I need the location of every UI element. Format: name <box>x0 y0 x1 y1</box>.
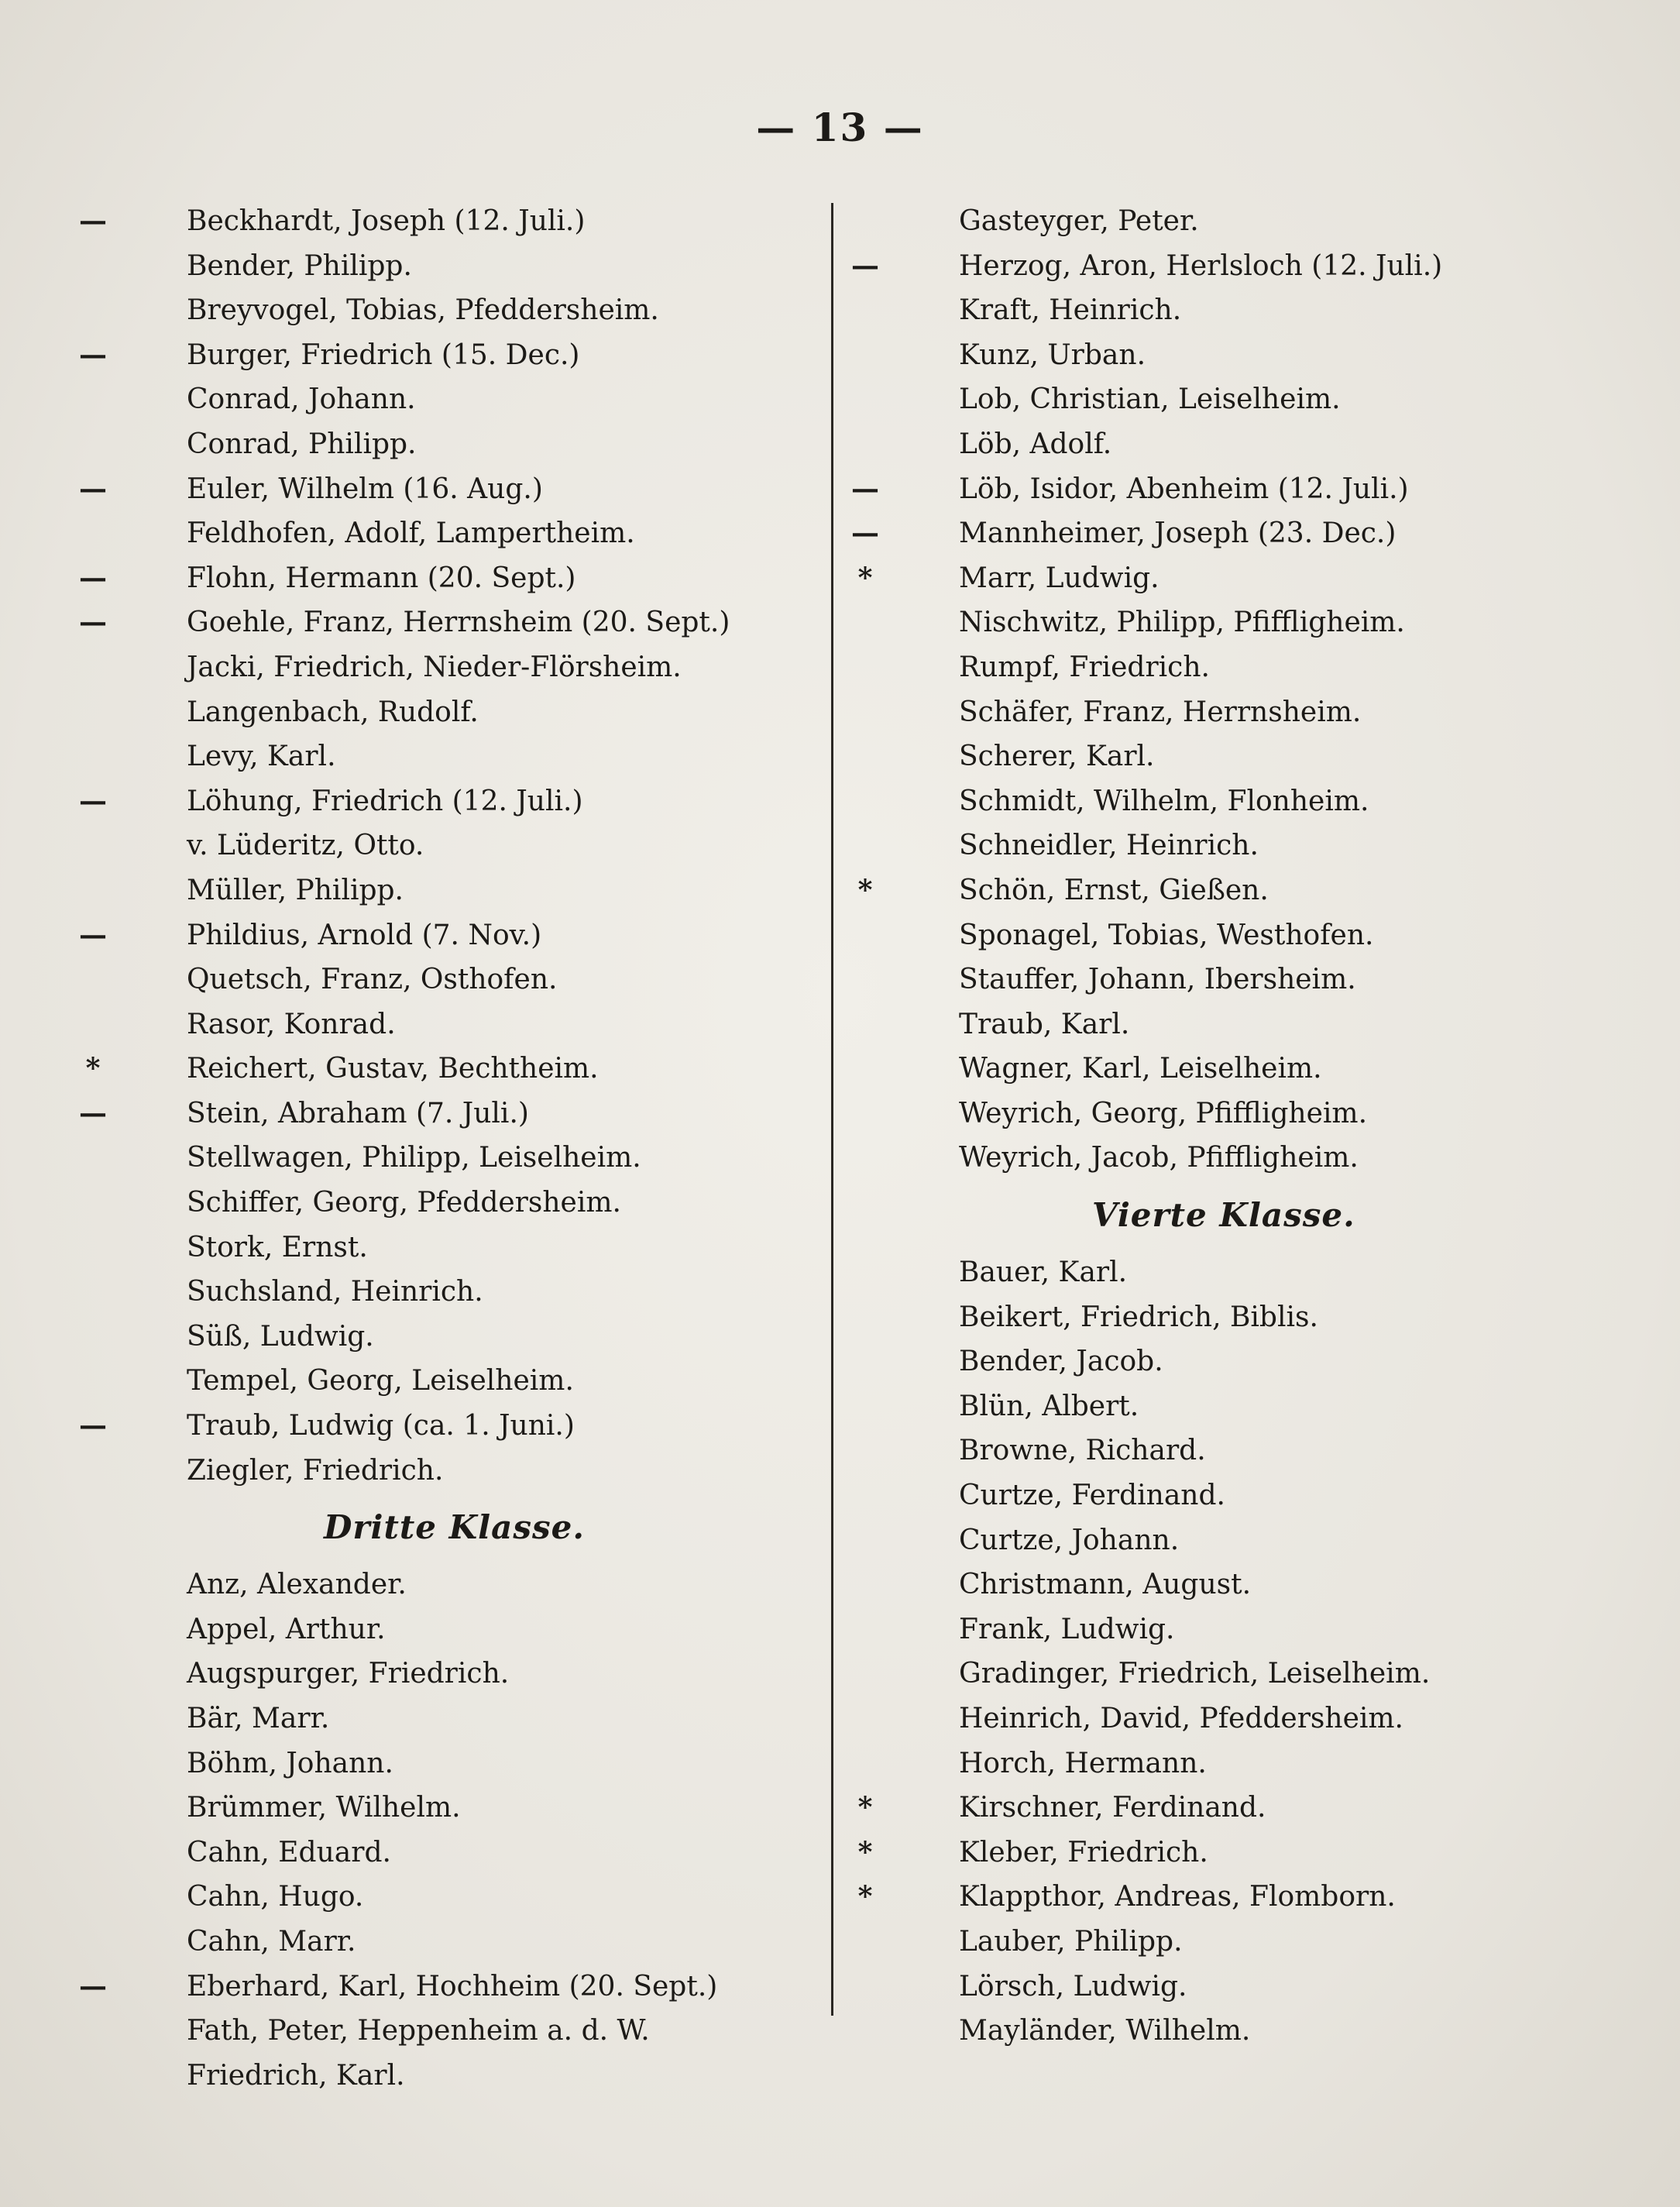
student-entry <box>857 556 1646 601</box>
student-entry <box>902 734 1646 779</box>
student-entry <box>902 1047 1646 1091</box>
student-name: Conrad, Johann. <box>187 383 416 416</box>
entry-mark: — <box>851 472 879 505</box>
student-name: Stein, Abraham (7. Juli.) <box>187 1097 529 1129</box>
student-name: Wagner, Karl, Leiselheim. <box>959 1053 1322 1085</box>
student-name: Böhm, Johann. <box>187 1747 393 1779</box>
student-name: Tempel, Georg, Leiselheim. <box>187 1365 574 1397</box>
student-name: Schön, Ernst, Gießen. <box>959 874 1269 906</box>
student-entry <box>130 1136 874 1181</box>
entry-mark: — <box>79 1969 107 2002</box>
student-name: Stellwagen, Philipp, Leiselheim. <box>187 1142 641 1174</box>
student-name: Goehle, Franz, Herrnsheim (20. Sept.) <box>187 607 730 639</box>
student-name: Schäfer, Franz, Herrnsheim. <box>959 696 1362 728</box>
student-name: Brümmer, Wilhelm. <box>187 1792 461 1824</box>
entry-mark: — <box>79 472 107 505</box>
student-entry <box>130 690 874 735</box>
student-entry <box>902 779 1646 824</box>
student-entry <box>130 1002 874 1047</box>
student-entry <box>857 1875 1646 1920</box>
student-name: Bender, Jacob. <box>959 1346 1163 1378</box>
student-name: Kraft, Heinrich. <box>959 294 1182 327</box>
student-entry <box>851 511 1646 556</box>
student-name: Rasor, Konrad. <box>187 1008 396 1040</box>
class-heading: Vierte Klasse. <box>1092 1196 1355 1235</box>
entry-mark: — <box>851 517 879 550</box>
student-name: Süß, Ludwig. <box>187 1320 374 1353</box>
student-entry <box>85 1047 874 1091</box>
student-name: Cahn, Marr. <box>187 1925 356 1958</box>
student-entry <box>130 244 874 289</box>
student-name: Phildius, Arnold (7. Nov.) <box>187 919 542 951</box>
student-entry <box>130 1607 874 1652</box>
student-entry <box>79 1404 874 1449</box>
entry-mark: * <box>857 561 873 594</box>
student-entry <box>902 1002 1646 1047</box>
student-name: Weyrich, Georg, Pfiffligheim. <box>959 1097 1368 1129</box>
entry-mark: * <box>85 1052 101 1085</box>
student-name: Gasteyger, Peter. <box>959 205 1199 237</box>
student-entry <box>902 1295 1646 1340</box>
student-entry <box>857 868 1646 913</box>
student-entry <box>130 1449 874 1494</box>
student-entry <box>130 2009 874 2054</box>
student-entry <box>79 467 874 512</box>
student-name: Sponagel, Tobias, Westhofen. <box>959 919 1374 951</box>
student-entry <box>130 1741 874 1786</box>
student-entry <box>902 1428 1646 1473</box>
student-name: Flohn, Hermann (20. Sept.) <box>187 562 576 594</box>
student-entry <box>902 1652 1646 1697</box>
student-name: Nischwitz, Philipp, Pfiffligheim. <box>959 607 1405 639</box>
student-name: Herzog, Aron, Herlsloch (12. Juli.) <box>959 249 1443 282</box>
student-name: Gradinger, Friedrich, Leiselheim. <box>959 1658 1431 1690</box>
student-entry <box>902 690 1646 735</box>
student-entry <box>79 1091 874 1136</box>
student-entry <box>902 1920 1646 1965</box>
student-entry <box>902 1562 1646 1607</box>
student-entry <box>79 556 874 601</box>
student-entry <box>902 1741 1646 1786</box>
student-entry <box>130 1652 874 1697</box>
student-entry <box>130 1697 874 1741</box>
student-name: Burger, Friedrich (15. Dec.) <box>187 339 580 371</box>
student-entry <box>902 377 1646 422</box>
student-entry <box>902 333 1646 378</box>
entry-mark: — <box>79 205 107 237</box>
entry-mark: * <box>857 1791 873 1824</box>
student-name: Langenbach, Rudolf. <box>187 696 479 728</box>
entry-mark: — <box>79 606 107 639</box>
student-entry <box>130 1562 874 1607</box>
student-name: Löhung, Friedrich (12. Juli.) <box>187 785 583 817</box>
student-entry <box>79 1965 874 2009</box>
student-name: Curtze, Johann. <box>959 1524 1180 1556</box>
entry-mark: — <box>79 1096 107 1129</box>
left-column <box>79 199 874 2098</box>
student-name: Schmidt, Wilhelm, Flonheim. <box>959 785 1369 817</box>
entry-mark: — <box>79 1409 107 1442</box>
entry-mark: — <box>79 918 107 951</box>
student-name: Rumpf, Friedrich. <box>959 651 1210 683</box>
student-name: Friedrich, Karl. <box>187 2059 405 2092</box>
student-entry <box>902 1091 1646 1136</box>
column-divider <box>831 203 833 2016</box>
student-name: Bender, Philipp. <box>187 249 412 282</box>
student-name: Quetsch, Franz, Osthofen. <box>187 964 558 996</box>
student-name: Marr, Ludwig. <box>959 562 1160 594</box>
student-name: Jacki, Friedrich, Nieder-Flörsheim. <box>187 651 682 683</box>
student-entry <box>902 199 1646 244</box>
right-column <box>851 199 1646 2054</box>
student-entry <box>130 1315 874 1360</box>
student-entry <box>130 1920 874 1965</box>
student-name: Schneidler, Heinrich. <box>959 830 1259 862</box>
student-name: Lörsch, Ludwig. <box>959 1970 1187 2002</box>
student-name: Euler, Wilhelm (16. Aug.) <box>187 473 543 505</box>
entry-mark: * <box>857 873 873 906</box>
student-entry <box>902 2009 1646 2054</box>
student-entry <box>851 244 1646 289</box>
student-name: Traub, Ludwig (ca. 1. Juni.) <box>187 1410 575 1442</box>
page-number: — 13 — <box>756 105 924 150</box>
student-entry <box>902 823 1646 868</box>
student-name: Löb, Adolf. <box>959 428 1112 460</box>
student-name: Schiffer, Georg, Pfeddersheim. <box>187 1187 621 1219</box>
student-name: Mannheimer, Joseph (23. Dec.) <box>959 517 1397 550</box>
student-name: Beikert, Friedrich, Biblis. <box>959 1301 1318 1333</box>
student-entry <box>130 2054 874 2099</box>
student-name: Suchsland, Heinrich. <box>187 1276 483 1308</box>
student-entry <box>130 1181 874 1226</box>
student-name: Horch, Hermann. <box>959 1747 1207 1779</box>
student-name: Traub, Karl. <box>959 1008 1130 1040</box>
entry-mark: — <box>79 561 107 594</box>
student-entry <box>857 1786 1646 1831</box>
student-name: Lauber, Philipp. <box>959 1925 1183 1958</box>
student-name: v. Lüderitz, Otto. <box>187 830 424 862</box>
student-name: Scherer, Karl. <box>959 741 1155 773</box>
entry-mark: — <box>851 249 879 282</box>
student-name: Lob, Christian, Leiselheim. <box>959 383 1341 416</box>
student-entry <box>902 1136 1646 1181</box>
student-entry <box>79 199 874 244</box>
student-name: Bär, Marr. <box>187 1703 330 1734</box>
student-name: Christmann, August. <box>959 1569 1252 1601</box>
student-name: Curtze, Ferdinand. <box>959 1480 1225 1512</box>
student-entry <box>130 1875 874 1920</box>
student-name: Appel, Arthur. <box>187 1613 386 1645</box>
student-name: Stork, Ernst. <box>187 1231 368 1263</box>
student-name: Beckhardt, Joseph (12. Juli.) <box>187 205 586 237</box>
student-entry <box>130 288 874 333</box>
student-entry <box>130 734 874 779</box>
class-heading: Dritte Klasse. <box>324 1508 585 1547</box>
student-entry <box>902 1697 1646 1741</box>
student-entry <box>79 779 874 824</box>
student-entry <box>79 333 874 378</box>
student-name: Augspurger, Friedrich. <box>187 1658 510 1690</box>
student-entry <box>902 288 1646 333</box>
student-name: Fath, Peter, Heppenheim a. d. W. <box>187 2015 650 2047</box>
student-entry <box>130 823 874 868</box>
entry-mark: * <box>857 1880 873 1913</box>
student-entry <box>857 1831 1646 1875</box>
student-name: Anz, Alexander. <box>187 1569 407 1601</box>
student-entry <box>851 467 1646 512</box>
student-entry <box>130 1226 874 1270</box>
student-entry <box>902 913 1646 958</box>
student-entry <box>902 422 1646 467</box>
student-name: Kunz, Urban. <box>959 339 1146 371</box>
student-entry <box>902 1339 1646 1384</box>
student-name: Frank, Ludwig. <box>959 1613 1175 1645</box>
student-name: Cahn, Hugo. <box>187 1881 364 1913</box>
student-entry <box>902 1384 1646 1429</box>
student-entry <box>130 1831 874 1875</box>
student-name: Feldhofen, Adolf, Lampertheim. <box>187 517 635 550</box>
student-entry <box>130 1270 874 1315</box>
student-name: Stauffer, Johann, Ibersheim. <box>959 964 1356 996</box>
student-name: Bauer, Karl. <box>959 1256 1128 1289</box>
student-name: Kleber, Friedrich. <box>959 1836 1208 1868</box>
student-name: Löb, Isidor, Abenheim (12. Juli.) <box>959 473 1409 505</box>
student-entry <box>130 1786 874 1831</box>
student-entry <box>902 600 1646 645</box>
student-entry <box>902 1607 1646 1652</box>
student-entry <box>130 1359 874 1404</box>
student-entry <box>902 1473 1646 1518</box>
student-name: Conrad, Philipp. <box>187 428 417 460</box>
student-entry <box>130 377 874 422</box>
student-name: Browne, Richard. <box>959 1435 1206 1467</box>
student-entry <box>902 1518 1646 1563</box>
student-name: Kirschner, Ferdinand. <box>959 1792 1266 1824</box>
student-entry <box>902 957 1646 1002</box>
student-name: Weyrich, Jacob, Pfiffligheim. <box>959 1142 1359 1174</box>
student-entry <box>79 913 874 958</box>
student-entry <box>902 1965 1646 2009</box>
student-entry <box>130 957 874 1002</box>
student-name: Müller, Philipp. <box>187 874 404 906</box>
student-name: Mayländer, Wilhelm. <box>959 2015 1251 2047</box>
student-name: Breyvogel, Tobias, Pfeddersheim. <box>187 294 659 327</box>
student-entry <box>130 645 874 690</box>
student-entry <box>130 511 874 556</box>
student-entry <box>130 422 874 467</box>
student-entry <box>902 645 1646 690</box>
student-entry <box>79 600 874 645</box>
student-name: Heinrich, David, Pfeddersheim. <box>959 1703 1403 1734</box>
student-name: Blün, Albert. <box>959 1390 1139 1422</box>
entry-mark: — <box>79 338 107 371</box>
student-name: Reichert, Gustav, Bechtheim. <box>187 1053 599 1085</box>
student-name: Eberhard, Karl, Hochheim (20. Sept.) <box>187 1970 718 2002</box>
entry-mark: * <box>857 1835 873 1868</box>
student-name: Ziegler, Friedrich. <box>187 1454 444 1487</box>
entry-mark: — <box>79 784 107 817</box>
student-entry <box>130 868 874 913</box>
student-entry <box>902 1250 1646 1295</box>
student-name: Levy, Karl. <box>187 741 336 773</box>
student-name: Cahn, Eduard. <box>187 1836 391 1868</box>
student-name: Klappthor, Andreas, Flomborn. <box>959 1881 1396 1913</box>
